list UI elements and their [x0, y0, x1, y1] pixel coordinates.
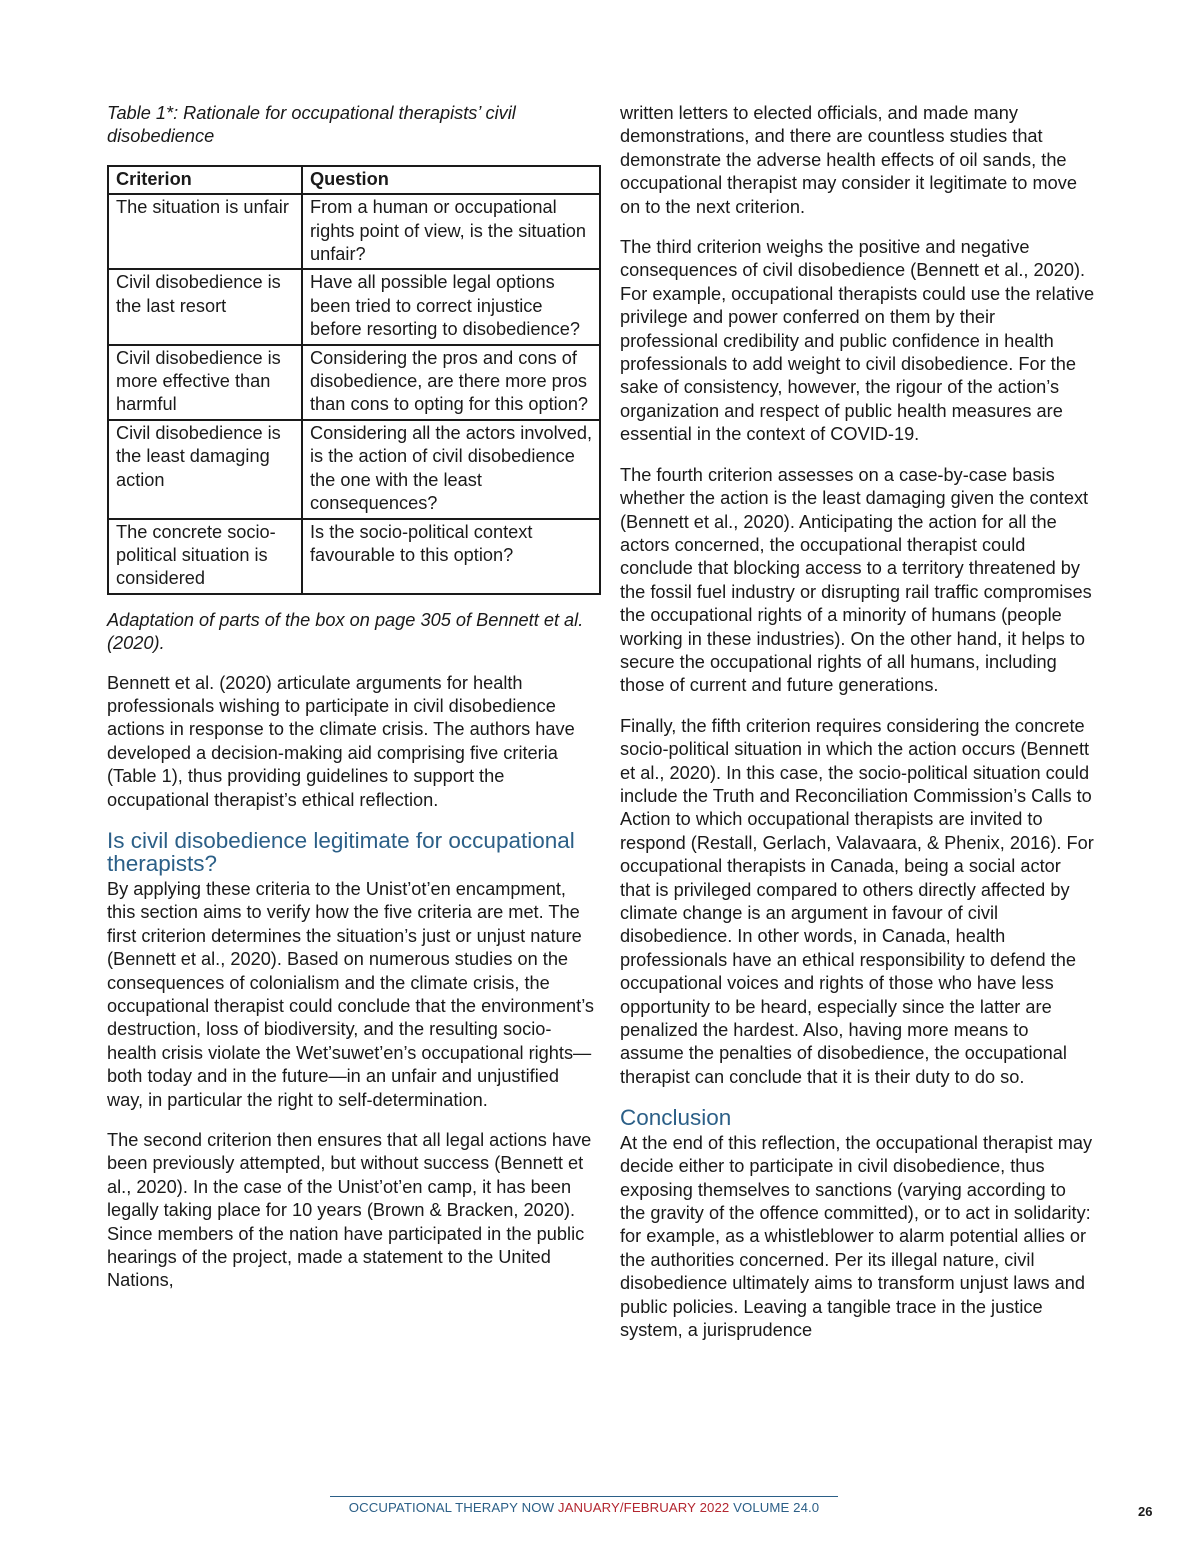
page-footer [330, 1496, 838, 1515]
table-header-row [108, 166, 600, 194]
criterion-cell: Civil disobedience is the last resort [108, 269, 302, 344]
intro-paragraph: Bennett et al. (2020) articulate arguments for health professionals wishing to participate in civil disobedience actions in response to the climate crisis. The authors have developed a decision-making aid comprising five criteria (Table 1), thus providing guidelines to support the occupational therapist’s ethical reflection. [107, 672, 575, 810]
section-heading-conclusion: Conclusion [620, 1105, 732, 1131]
body-paragraph: written letters to elected officials, and made many demonstrations, and there are countless studies that demonstrate the adverse health effects of oil sands, the occupational therapist may consider it legitimate to move on to the next criterion. [620, 103, 1077, 217]
page-number: 26 [1138, 1504, 1153, 1519]
issue-date: JANUARY/FEBRUARY 2022 [557, 1500, 730, 1515]
body-paragraph: Finally, the fifth criterion requires considering the concrete socio-political situation in which the action occurs (Bennett et al., 2020). In this case, the socio-political situation could include the Truth and Reconciliation Commission’s Calls to Action to which occupational therapists are invited to respond (Restall, Gerlach, Valavaara, & Phenix, 2016). For occupational therapists in Canada, being a social actor that is privileged compared to others directly affected by climate change is an argument in favour of civil disobedience. In other words, in Canada, health professionals have an ethical responsibility to defend the occupational voices and rights of those who have less opportunity to be heard, especially since the latter are penalized the hardest. Also, having more means to assume the penalties of disobedience, the occupational therapist can conclude that it is their duty to do so. [620, 715, 1094, 1087]
publication-name: OCCUPATIONAL THERAPY NOW [348, 1500, 555, 1515]
volume-label: VOLUME 24.0 [733, 1500, 820, 1515]
left-column [107, 102, 597, 1310]
criterion-cell: The situation is unfair [108, 194, 302, 269]
rationale-table [107, 165, 601, 595]
body-paragraph: The second criterion then ensures that all legal actions have been previously attempted, but without success (Bennett et al., 2020). In the case of the Unist’ot’en camp, it has been legally taking place for 10 years (Brown & Bracken, 2020). Since members of the nation have participated in the public hearings of the project, made a statement to the United Nations, [107, 1130, 592, 1291]
question-cell: Considering all the actors involved, is the action of civil disobedience the one with the least consequences? [302, 420, 600, 519]
right-column [620, 102, 1095, 1359]
table-source-note: Adaptation of parts of the box on page 305 of Bennett et al. (2020). [107, 609, 584, 654]
criterion-cell: The concrete socio-political situation is considered [108, 519, 302, 594]
question-cell: Is the socio-political context favourable to this option? [302, 519, 600, 594]
column-header-criterion: Criterion [108, 166, 302, 194]
section-heading-legitimacy: Is civil disobedience legitimate for occupational therapists? [107, 827, 575, 877]
column-header-question: Question [302, 166, 600, 194]
body-paragraph: By applying these criteria to the Unist’ot’en encampment, this section aims to verify how the five criteria are met. The first criterion determines the situation’s just or unjust nature (Bennett et al., 2020). Based on numerous studies on the consequences of colonialism and the climate crisis, the occupational therapist could conclude that the environment’s destruction, loss of biodiversity, and the resulting socio-health crisis violate the Wet’suwet’en’s occupational rights—both today and in the future—in an unfair and unjustified way, in particular the right to self-determination. [107, 878, 594, 1110]
question-cell: From a human or occupational rights point of view, is the situation unfair? [302, 194, 600, 269]
table-row [108, 345, 600, 420]
table-row [108, 269, 600, 344]
question-cell: Have all possible legal options been tried to correct injustice before resorting to disobedience? [302, 269, 600, 344]
table-row [108, 519, 600, 594]
criterion-cell: Civil disobedience is more effective than harmful [108, 345, 302, 420]
table-caption: Table 1*: Rationale for occupational therapists’ civil disobedience [107, 103, 516, 147]
criterion-cell: Civil disobedience is the least damaging action [108, 420, 302, 519]
table-row [108, 420, 600, 519]
body-paragraph: The fourth criterion assesses on a case-by-case basis whether the action is the least damaging given the context (Bennett et al., 2020). Anticipating the action for all the actors concerned, the occupational therapist could conclude that blocking access to a territory threatened by the fossil fuel industry or disrupting rail traffic compromises the occupational rights of a minority of humans (people working in these industries). On the other hand, it helps to secure the occupational rights of all humans, including those of current and future generations. [620, 464, 1092, 696]
question-cell: Considering the pros and cons of disobedience, are there more pros than cons to opting for this option? [302, 345, 600, 420]
body-paragraph: The third criterion weighs the positive and negative consequences of civil disobedience (Bennett et al., 2020). For example, occupational therapists could use the relative privilege and power conferred on them by their professional credibility and public confidence in health professionals to add weight to civil disobedience. For the sake of consistency, however, the rigour of the action’s organization and respect of public health measures are essential in the context of COVID-19. [620, 237, 1095, 445]
table-row [108, 194, 600, 269]
body-paragraph: At the end of this reflection, the occupational therapist may decide either to participate in civil disobedience, thus exposing themselves to sanctions (varying according to the gravity of the offence committed), or to act in solidarity: for example, as a whistleblower to alarm potential allies or the authorities concerned. Per its illegal nature, civil disobedience ultimately aims to transform unjust laws and public policies. Leaving a tangible trace in the justice system, a jurisprudence [620, 1132, 1093, 1340]
